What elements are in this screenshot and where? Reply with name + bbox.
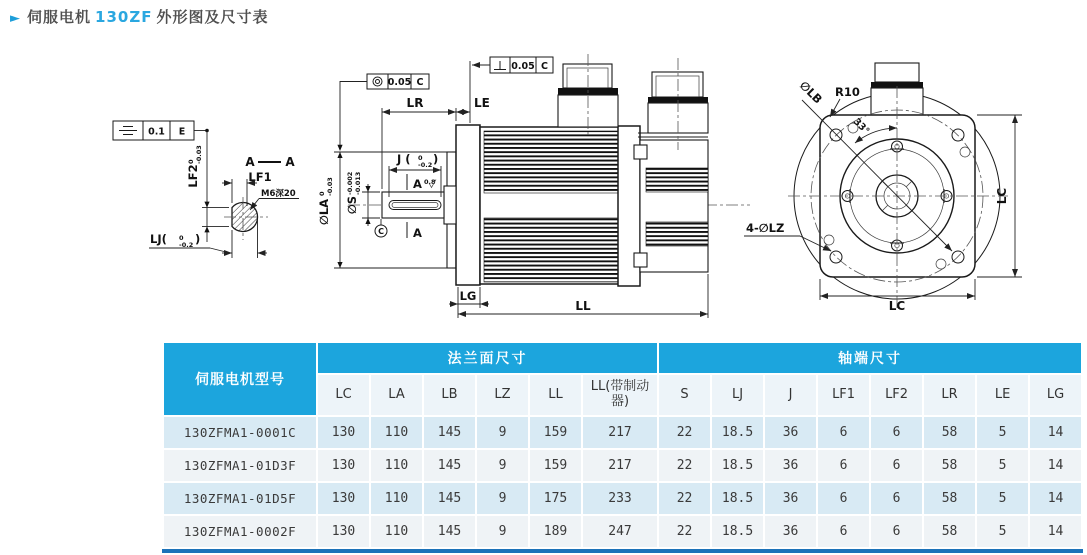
symmetry-tolerance-frame	[113, 121, 209, 140]
perp-value: 0.05	[511, 61, 535, 72]
table-cell: 189	[530, 516, 581, 547]
table-cell: 22	[659, 417, 710, 448]
table-cell: 145	[424, 483, 475, 514]
shaft-diameter-dimension	[345, 172, 387, 237]
lf1-dimension	[222, 170, 272, 206]
title-suffix: 外形图及尺寸表	[156, 8, 269, 26]
concentricity-tolerance-frame	[337, 74, 429, 151]
table-cell: 36	[765, 516, 816, 547]
table-cell: 217	[583, 450, 657, 481]
column-header: LE	[977, 375, 1028, 415]
table-cell: 58	[924, 417, 975, 448]
column-header: LZ	[477, 375, 528, 415]
thread-label: M6深20	[261, 189, 296, 199]
table-cell: 110	[371, 417, 422, 448]
table-cell: 18.5	[712, 516, 763, 547]
model-column-header: 伺服电机型号	[164, 343, 316, 415]
dia-s-sup: -0.002	[346, 171, 354, 195]
lr-label: LR	[406, 96, 424, 110]
table-bottom-accent-bar	[162, 549, 1083, 553]
table-cell: 9	[477, 483, 528, 514]
concentricity-icon	[373, 77, 382, 86]
table-cell: 159	[530, 450, 581, 481]
table-cell: 9	[477, 450, 528, 481]
encoder-connector	[638, 58, 708, 150]
lg-label: LG	[459, 289, 477, 303]
perpendicularity-tolerance-frame	[470, 57, 553, 123]
r10-label: R10	[835, 85, 860, 99]
dia-lb-label: ∅LB	[796, 78, 826, 107]
title-prefix: 伺服电机	[27, 8, 92, 26]
lf1-label: LF1	[248, 170, 272, 184]
table-cell: 145	[424, 516, 475, 547]
table-cell: 36	[765, 483, 816, 514]
motor-body	[382, 125, 708, 286]
page-title	[10, 6, 268, 27]
dimension-table-section	[162, 341, 1083, 553]
table-cell: 110	[371, 450, 422, 481]
table-cell: 5	[977, 450, 1028, 481]
symmetry-tol-datum: E	[178, 126, 186, 138]
dimension-table	[162, 341, 1083, 549]
title-arrow-icon: ►	[10, 11, 21, 26]
table-cell: 6	[871, 450, 922, 481]
shaft	[382, 192, 444, 218]
shaft-group-header: 轴端尺寸	[659, 343, 1081, 373]
lj-close: )	[195, 232, 201, 246]
table-cell: 9	[477, 516, 528, 547]
table-cell: 14	[1030, 417, 1081, 448]
perpendicularity-icon	[494, 61, 506, 70]
table-cell: 18.5	[712, 450, 763, 481]
table-cell: 22	[659, 450, 710, 481]
column-header: LF1	[818, 375, 869, 415]
column-header: LC	[318, 375, 369, 415]
section-a-left: A	[245, 155, 255, 169]
table-cell: 159	[530, 417, 581, 448]
table-cell: 6	[871, 516, 922, 547]
table-cell: 145	[424, 417, 475, 448]
table-cell: 6	[818, 450, 869, 481]
table-cell: 130	[318, 483, 369, 514]
column-header: LA	[371, 375, 422, 415]
r10-callout	[830, 85, 860, 117]
table-cell: 18.5	[712, 483, 763, 514]
model-cell: 130ZFMA1-01D3F	[164, 450, 316, 481]
datum-c-label: C	[378, 227, 384, 236]
symmetry-icon	[119, 127, 137, 135]
lc-side-label: LC	[995, 187, 1009, 205]
section-a-right: A	[285, 155, 295, 169]
rough-value: 0.8	[424, 178, 436, 186]
motor-end-view	[744, 63, 1022, 313]
column-header: LL	[530, 375, 581, 415]
table-cell: 36	[765, 417, 816, 448]
le-label: LE	[474, 96, 490, 110]
table-cell: 58	[924, 483, 975, 514]
column-header: S	[659, 375, 710, 415]
dia-la-sup: 0	[318, 191, 326, 196]
conc-value: 0.05	[387, 77, 412, 88]
table-cell: 6	[871, 417, 922, 448]
j-sup: 0	[418, 154, 423, 162]
lj-sup: 0	[179, 234, 184, 242]
lz-holes-callout	[744, 221, 831, 251]
lf2-sup: 0	[187, 159, 195, 164]
table-cell: 6	[871, 483, 922, 514]
thread-callout	[250, 188, 299, 210]
table-row	[164, 417, 1081, 448]
j-label: J (	[397, 152, 411, 166]
rough-a-label: A	[413, 177, 422, 191]
table-cell: 110	[371, 483, 422, 514]
perp-datum: C	[541, 61, 548, 72]
table-cell: 22	[659, 483, 710, 514]
symmetry-tol-value: 0.1	[148, 126, 165, 138]
j-close: )	[433, 152, 439, 166]
table-cell: 130	[318, 516, 369, 547]
table-cell: 6	[818, 417, 869, 448]
j-sub: -0.2	[418, 161, 433, 169]
lf2-sub: -0.03	[195, 145, 203, 164]
table-cell: 18.5	[712, 417, 763, 448]
table-cell: 58	[924, 450, 975, 481]
table-cell: 247	[583, 516, 657, 547]
lf2-label: LF2	[186, 164, 200, 188]
lc-bottom-label: LC	[888, 299, 906, 313]
power-connector	[558, 54, 618, 137]
table-row	[164, 516, 1081, 547]
lj-label: LJ(	[150, 232, 167, 246]
table-cell: 5	[977, 516, 1028, 547]
table-cell: 9	[477, 417, 528, 448]
lf2-dimension	[186, 131, 229, 243]
shaft-cross-section	[224, 197, 268, 240]
column-header: LJ	[712, 375, 763, 415]
table-cell: 175	[530, 483, 581, 514]
table-cell: 145	[424, 450, 475, 481]
model-cell: 130ZFMA1-0002F	[164, 516, 316, 547]
motor-side-view	[317, 54, 750, 318]
flange-group-header: 法兰面尺寸	[318, 343, 657, 373]
lj-sub: -0.2	[179, 241, 194, 249]
section-aa-label	[245, 155, 295, 169]
shaft-section-view	[113, 121, 299, 258]
table-cell: 6	[818, 516, 869, 547]
table-row	[164, 450, 1081, 481]
column-header: LG	[1030, 375, 1081, 415]
table-cell: 110	[371, 516, 422, 547]
dia-s-sub: -0.013	[354, 171, 362, 195]
table-row	[164, 483, 1081, 514]
dia-la-sub: -0.03	[326, 177, 334, 196]
section-a-mark: A	[413, 226, 422, 240]
dia-la-label: ∅LA	[317, 198, 331, 226]
conc-datum: C	[416, 77, 424, 88]
table-cell: 14	[1030, 483, 1081, 514]
dia-s-label: ∅S	[345, 195, 359, 215]
angle-label: 33°	[850, 116, 872, 137]
column-header: LF2	[871, 375, 922, 415]
table-cell: 5	[977, 417, 1028, 448]
table-cell: 14	[1030, 450, 1081, 481]
table-cell: 130	[318, 417, 369, 448]
model-cell: 130ZFMA1-01D5F	[164, 483, 316, 514]
column-header: LB	[424, 375, 475, 415]
table-cell: 5	[977, 483, 1028, 514]
table-cell: 130	[318, 450, 369, 481]
ll-label: LL	[575, 299, 591, 313]
table-cell: 36	[765, 450, 816, 481]
column-header: LR	[924, 375, 975, 415]
title-model: 130ZF	[95, 8, 153, 26]
table-cell: 58	[924, 516, 975, 547]
column-header: J	[765, 375, 816, 415]
table-cell: 22	[659, 516, 710, 547]
lz-label: 4-∅LZ	[746, 221, 785, 235]
table-cell: 217	[583, 417, 657, 448]
table-cell: 14	[1030, 516, 1081, 547]
table-cell: 6	[818, 483, 869, 514]
model-cell: 130ZFMA1-0001C	[164, 417, 316, 448]
table-cell: 233	[583, 483, 657, 514]
column-header: LL(带制动器)	[583, 375, 657, 415]
